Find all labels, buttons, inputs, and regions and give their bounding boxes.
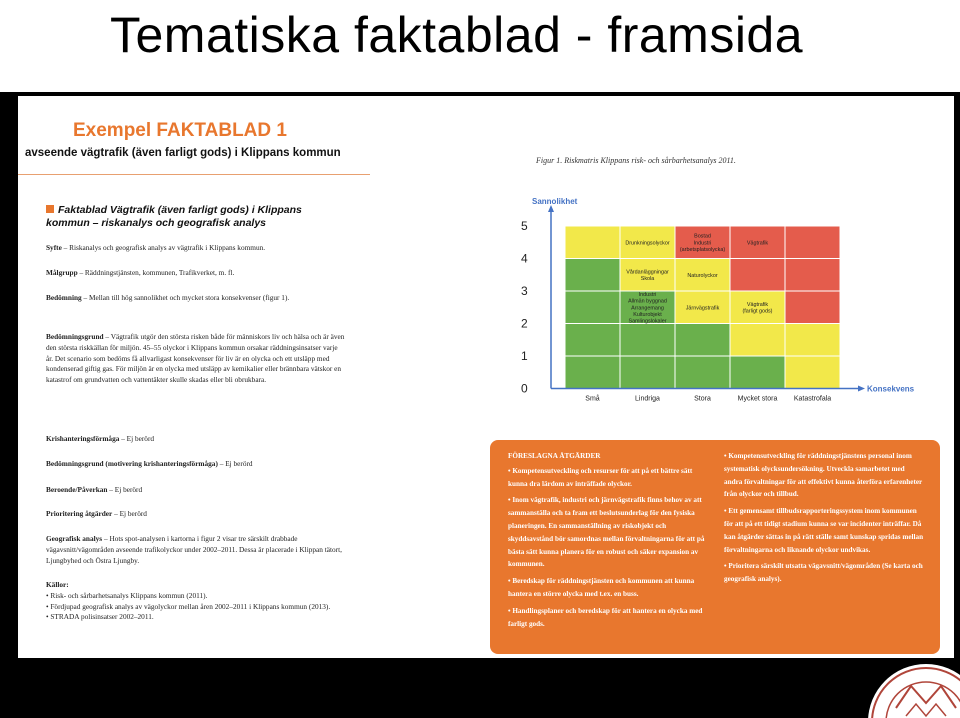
left-column — [18, 96, 368, 658]
actions-column-right — [724, 450, 924, 590]
actions-heading: FÖRESLAGNA ÅTGÄRDER — [508, 452, 601, 460]
figure-caption: Figur 1. Riskmatris Klippans risk- och sårbarhetsanalys 2011. — [536, 156, 736, 165]
x-tick-label: Stora — [694, 395, 711, 403]
bedomning-text: – Mellan till hög sannolikhet och mycket stora konsekvenser (figur 1). — [81, 293, 290, 302]
matrix-event-label: Vägtrafik (farligt gods) — [742, 301, 773, 315]
matrix-cell — [785, 356, 840, 389]
risk-matrix-chart — [488, 126, 940, 426]
matrix-cell — [565, 259, 620, 292]
prioritering-paragraph — [46, 509, 346, 520]
divider — [18, 174, 370, 175]
x-tick-label: Mycket stora — [737, 395, 778, 403]
geografisk-text: – Hots spot-analysen i kartorna i figur 2 visar tre särskilt drabbade vägavsnitt/vägområden avseende trafikolyckor under 2002–2011. Dessa är placerade i Klippan tätort, Ljungbyhed och Östra Ljungby. — [46, 534, 342, 565]
x-axis-arrow-icon — [858, 386, 865, 392]
slide-title: Tematiska faktablad - framsida — [110, 7, 804, 63]
y-tick-label: 5 — [521, 219, 528, 233]
syfte-paragraph — [46, 243, 346, 254]
bedomningsgrund-label: Bedömningsgrund — [46, 332, 104, 341]
syfte-text: – Riskanalys och geografisk analys av vägtrafik i Klippans kommun. — [61, 243, 266, 252]
krishantering-paragraph — [46, 434, 346, 445]
matrix-cell — [675, 356, 730, 389]
matrix-cell — [675, 324, 730, 357]
matrix-event-label: Naturolyckor — [687, 272, 718, 279]
x-tick-label: Katastrofala — [793, 395, 832, 403]
malgrupp-paragraph — [46, 268, 346, 279]
action-item: • Prioritera särskilt utsatta vägavsnitt/vägområden (Se karta och geografisk analys). — [724, 562, 923, 584]
x-tick-label: Lindriga — [635, 395, 660, 403]
factsheet-title-text: Faktablad Vägtrafik (även farligt gods) i Klippans kommun – riskanalys och geografisk analys — [46, 204, 302, 229]
action-item: • Ett gemensamt tillbudsrapporteringssystem inom kommunen för att på ett tidigt stadium kunna se var incidenter inträffar. Då kan åtgärder sättas in på rätt ställe samt kunskap spridas mellan förvaltningarna och liknande olyckor undvikas. — [724, 507, 924, 554]
university-seal-icon — [856, 658, 960, 718]
matrix-cell — [565, 226, 620, 259]
krishantering-label: Krishanteringsförmåga — [46, 434, 120, 443]
matrix-cell — [730, 356, 785, 389]
bedomning-paragraph — [46, 293, 346, 304]
bedomningsgrund-kris-text: – Ej berörd — [217, 459, 253, 468]
matrix-event-label: Järnvägstrafik — [685, 305, 720, 312]
prioritering-text: – Ej berörd — [112, 509, 147, 518]
matrix-event-label: Vägtrafik — [746, 240, 769, 247]
y-tick-label: 2 — [521, 316, 528, 331]
beroende-label: Beroende/Påverkan — [46, 485, 108, 494]
factsheet-title — [46, 204, 346, 230]
y-tick-label: 1 — [521, 349, 528, 363]
matrix-event-label: Drunkningsolyckor — [625, 240, 670, 247]
malgrupp-label: Målgrupp — [46, 268, 78, 277]
geografisk-paragraph — [46, 534, 346, 566]
malgrupp-text: – Räddningstjänsten, kommunen, Trafikverket, m. fl. — [77, 268, 235, 277]
action-item: • Handlingsplaner och beredskap för att hantera en olycka med farligt gods. — [508, 606, 703, 628]
bedomningsgrund-text: – Vägtrafik utgör den största risken både för människors liv och hälsa och är även den största riskkällan för miljön. 45–55 olyckor i Klippans kommun orsakar räddningsinsatser varje år. Det scenario som bedöms få allvarligast konsekvenser för liv är en olycka och ett utsläpp med kondenserad giftig gas. För miljön är en olycka med utsläpp av kemikalier eller brännbara vätskor en katastrof om grundvatten och vattentäkter skulle skadas eller bli obrukbara. — [46, 332, 345, 385]
factsheet-document — [18, 96, 954, 658]
geografisk-label: Geografisk analys — [46, 534, 103, 543]
matrix-event-label: Industri Allmän byggnad Arrangemang Kulturobjekt Samlingslokaler — [628, 292, 667, 325]
matrix-cell — [785, 259, 840, 292]
syfte-label: Syfte — [46, 243, 62, 252]
y-tick-label: 3 — [521, 284, 528, 298]
y-tick-label: 0 — [521, 381, 528, 396]
matrix-cell — [620, 356, 675, 389]
y-axis-arrow-icon — [548, 205, 554, 212]
actions-column-left — [508, 450, 708, 634]
matrix-cell — [785, 291, 840, 324]
matrix-cell — [565, 324, 620, 357]
action-item: • Kompetensutveckling och resurser för att på ett bättre sätt kunna dra lärdom av inträffade olyckor. — [508, 466, 693, 488]
slide-title-bar — [0, 0, 960, 92]
matrix-cell — [785, 324, 840, 357]
matrix-cell — [785, 226, 840, 259]
beroende-text: – Ej berörd — [107, 485, 143, 494]
bedomningsgrund-kris-paragraph — [46, 459, 346, 470]
x-axis-label: Konsekvens — [867, 384, 915, 394]
kallor-item: • STRADA polisinsatser 2002–2011. — [46, 612, 154, 622]
matrix-cell — [730, 324, 785, 357]
bedomning-label: Bedömning — [46, 293, 82, 302]
matrix-cell — [620, 324, 675, 357]
bullet-square-icon — [46, 205, 54, 213]
krishantering-text: – Ej berörd — [119, 434, 155, 443]
proposed-actions-box — [490, 440, 940, 654]
y-axis-label: Sannolikhet — [532, 197, 578, 206]
action-item: • Inom vägtrafik, industri och järnvägstrafik finns behov av att sammanställa och ta fram ett beslutsunderlag för den fysiska planeringen. En sammanställning av riskobjekt och skyddsavstånd bör samordnas mellan förvaltningarna för att på bästa sätt kunna planera för en robust och säker expansion av kommunen. — [508, 496, 705, 569]
kallor-item: • Risk- och sårbarhetsanalys Klippans kommun (2011). — [46, 590, 208, 600]
kallor-label: Källor: — [46, 580, 69, 589]
bedomningsgrund-paragraph — [46, 332, 346, 386]
matrix-cell — [565, 356, 620, 389]
bedomningsgrund-kris-label: Bedömningsgrund (motivering krishanteringsförmåga) — [46, 459, 218, 468]
example-title: Exempel FAKTABLAD 1 — [73, 120, 287, 141]
matrix-cell — [565, 291, 620, 324]
action-item: • Beredskap för räddningstjänsten och kommunen att kunna hantera en större olycka med t.ex. en buss. — [508, 577, 695, 598]
prioritering-label: Prioritering åtgärder — [46, 509, 113, 518]
matrix-event-label: Vårdanläggningar Skola — [626, 269, 669, 283]
matrix-cell — [730, 259, 785, 292]
x-tick-label: Små — [585, 395, 600, 403]
y-tick-label: 4 — [521, 251, 528, 266]
kallor-section — [46, 580, 346, 623]
kallor-item: • Fördjupad geografisk analys av vägolyckor mellan åren 2002–2011 i Klippans kommun (2013). — [46, 601, 331, 611]
beroende-paragraph — [46, 485, 346, 496]
matrix-event-label: Bostad Industri (arbetsplatsolycka) — [679, 233, 726, 253]
risk-matrix-panel — [488, 126, 940, 426]
example-subtitle: avseende vägtrafik (även farligt gods) i Klippans kommun — [25, 147, 341, 159]
action-item: • Kompetensutveckling för räddningstjänstens personal inom systematisk olycksundersökning. Utveckla samarbetet med andra förvaltningar för att effektivt kunna återföra erfarenheter från olyckor och tillbud. — [724, 452, 923, 499]
